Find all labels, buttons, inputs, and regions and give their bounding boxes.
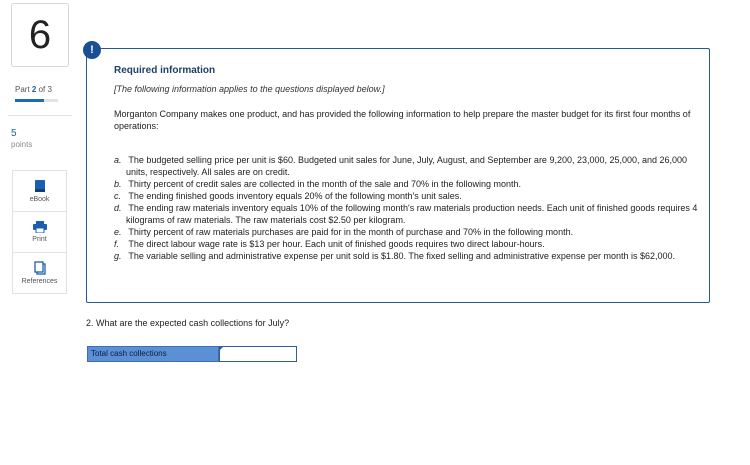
question-text: 2. What are the expected cash collections for July? bbox=[86, 318, 290, 328]
total-cash-collections-input[interactable] bbox=[219, 346, 297, 362]
points-label: points bbox=[11, 140, 33, 149]
list-item bbox=[114, 202, 699, 226]
book-icon bbox=[34, 179, 46, 193]
list-item bbox=[114, 226, 699, 238]
item-marker: g. bbox=[114, 251, 122, 261]
item-marker: e. bbox=[114, 227, 122, 237]
part-indicator bbox=[15, 85, 52, 94]
item-text: Thirty percent of credit sales are collected in the month of the sale and 70% in the following month. bbox=[128, 179, 522, 189]
item-text: The ending finished goods inventory equals 20% of the following month's unit sales. bbox=[128, 191, 462, 201]
item-marker: b. bbox=[114, 179, 122, 189]
print-label: Print bbox=[32, 236, 47, 243]
item-text: The direct labour wage rate is $13 per hour. Each unit of finished goods requires two direct labour-hours. bbox=[128, 239, 545, 249]
part-progress-bar bbox=[15, 99, 58, 102]
list-item bbox=[114, 190, 699, 202]
alert-icon: ! bbox=[83, 41, 101, 59]
item-text: Thirty percent of raw materials purchases are paid for in the month of purchase and 70% in the following month. bbox=[128, 227, 574, 237]
item-marker: c. bbox=[114, 191, 122, 201]
item-text: The variable selling and administrative expense per unit sold is $1.80. The fixed selling and administrative expense per month is $62,000. bbox=[128, 251, 675, 261]
part-prefix: Part bbox=[15, 85, 30, 94]
points-value: 5 bbox=[11, 128, 17, 139]
item-marker: d. bbox=[114, 203, 122, 213]
answer-row bbox=[87, 346, 297, 362]
part-current: 2 bbox=[31, 85, 37, 94]
required-info-intro: Morganton Company makes one product, and has provided the following information to help prepare the master budget for its first four months of operations: bbox=[114, 109, 691, 131]
input-marker-icon bbox=[220, 346, 224, 350]
list-item bbox=[114, 178, 699, 190]
item-marker: f. bbox=[114, 239, 120, 249]
list-item bbox=[114, 238, 699, 250]
list-item bbox=[114, 250, 699, 262]
required-info-note: [The following information applies to the questions displayed below.] bbox=[114, 84, 385, 94]
item-marker: a. bbox=[114, 155, 122, 165]
references-button[interactable] bbox=[12, 252, 67, 294]
info-item-list bbox=[114, 154, 699, 262]
item-text: The budgeted selling price per unit is $60. Budgeted unit sales for June, July, August, and September are 9,200, 23,000, 25,000, and 26,000 units, respectively. All sales are on credit. bbox=[126, 155, 688, 177]
ebook-button[interactable] bbox=[12, 170, 67, 212]
printer-icon bbox=[33, 221, 47, 233]
ebook-label: eBook bbox=[29, 196, 50, 203]
required-info-title: Required information bbox=[114, 65, 216, 76]
part-progress-fill bbox=[15, 99, 44, 102]
document-icon bbox=[34, 261, 46, 275]
question-number: 6 bbox=[11, 3, 69, 67]
item-text: The ending raw materials inventory equals 10% of the following month's raw materials production needs. Each unit of finished goods requires 4 kilograms of raw materials. The raw materials cost $2.50 per kilogram. bbox=[126, 203, 698, 225]
answer-label: Total cash collections bbox=[87, 346, 219, 362]
divider bbox=[8, 115, 72, 116]
part-suffix: of 3 bbox=[38, 85, 52, 94]
references-label: References bbox=[21, 278, 58, 285]
print-button[interactable] bbox=[12, 211, 67, 253]
list-item bbox=[114, 154, 699, 178]
